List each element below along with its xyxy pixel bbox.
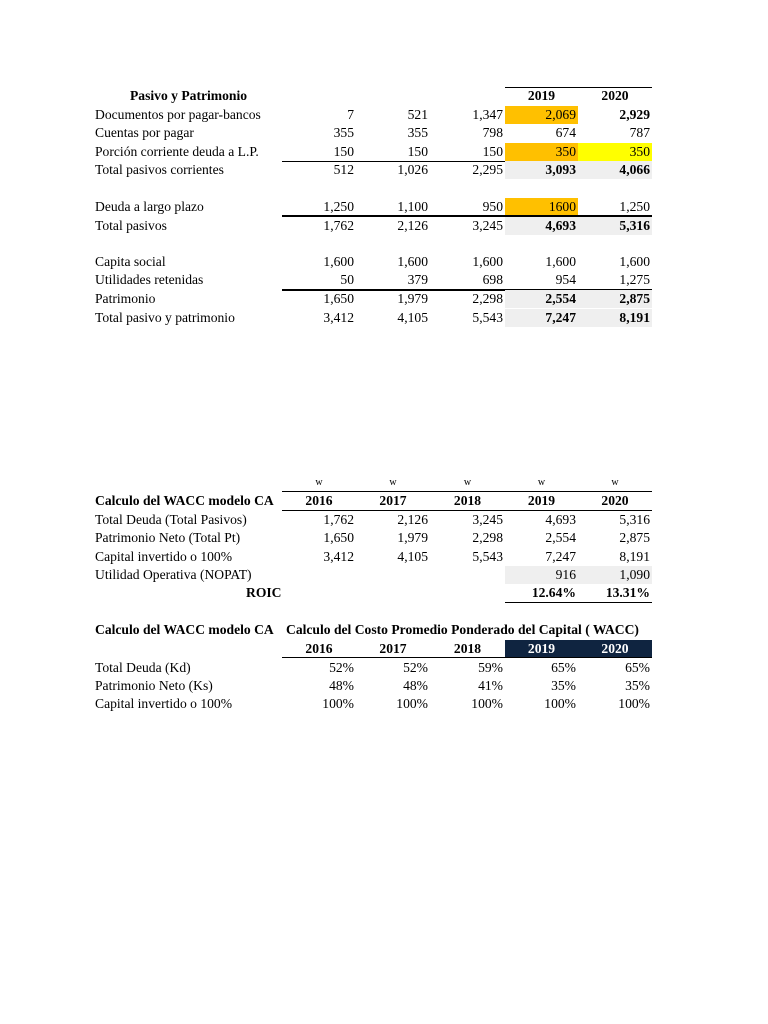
cell: 2,929 (619, 107, 650, 122)
year-header: 2018 (453, 641, 482, 656)
cell: 5,543 (472, 310, 503, 325)
row-label: Utilidades retenidas (95, 272, 204, 287)
weight-label: w (463, 477, 472, 488)
cell-total: 2,554 (505, 290, 578, 308)
cell: 50 (340, 272, 354, 287)
cell: 1,762 (323, 218, 354, 233)
cell: 35% (551, 678, 576, 693)
cell: 2,298 (472, 530, 503, 545)
cell: 1,600 (545, 254, 576, 269)
year-header: 2017 (379, 641, 407, 656)
cell: 512 (333, 162, 354, 177)
cell: 4,693 (545, 512, 576, 527)
cell: 798 (482, 125, 503, 140)
row-label: Cuentas por pagar (95, 125, 194, 140)
row-label: Deuda a largo plazo (95, 199, 204, 214)
weight-label: w (537, 477, 546, 488)
cell: 8,191 (619, 549, 650, 564)
cell: 59% (478, 660, 503, 675)
cell: 698 (482, 272, 503, 287)
cell: 355 (407, 125, 428, 140)
cell: 1,347 (472, 107, 503, 122)
cell: 100% (618, 696, 650, 711)
cell: 2,126 (397, 512, 428, 527)
balance-year-2019: 2019 (527, 88, 556, 103)
row-label: Capital invertido o 100% (95, 696, 233, 711)
cell: 100% (544, 696, 576, 711)
cell: 1,250 (323, 199, 354, 214)
cell-total: 5,316 (578, 217, 652, 235)
cell: 1,600 (323, 254, 354, 269)
cell: 2,298 (472, 291, 503, 306)
row-label: Total Deuda (Kd) (95, 660, 191, 675)
cell-total: 7,247 (505, 309, 578, 327)
row-label: Capita social (95, 254, 166, 269)
cell: 2,295 (472, 162, 503, 177)
cell: 1,275 (619, 272, 650, 287)
weight-label: w (315, 477, 323, 488)
cell: 1,600 (472, 254, 503, 269)
year-header: 2018 (453, 493, 482, 508)
cell: 954 (555, 272, 576, 287)
year-header-highlight: 2020 (578, 640, 652, 658)
cell-total: 3,093 (505, 161, 578, 179)
roic-value: 13.31% (605, 585, 650, 600)
balance-title: Pasivo y Patrimonio (130, 88, 248, 103)
cell: 3,412 (323, 549, 354, 564)
cell: 950 (482, 199, 503, 214)
cell: 65% (551, 660, 576, 675)
cell: 1,600 (619, 254, 650, 269)
year-header: 2016 (305, 493, 333, 508)
cell: 1,600 (397, 254, 428, 269)
cell: 1,650 (323, 291, 354, 306)
year-header-highlight: 2019 (505, 640, 578, 658)
row-label: Total pasivos (95, 218, 167, 233)
cell: 35% (625, 678, 650, 693)
cell: 4,105 (397, 310, 428, 325)
year-header: 2019 (527, 493, 556, 508)
weight-label: w (389, 477, 397, 488)
cell: 48% (403, 678, 428, 693)
cell: 521 (407, 107, 428, 122)
cell: 100% (471, 696, 503, 711)
wacc2-title: Calculo del WACC modelo CA (95, 622, 274, 637)
row-label: Total Deuda (Total Pasivos) (95, 512, 247, 527)
cell: 7,247 (545, 549, 576, 564)
header-rule (282, 657, 652, 658)
cell: 1,250 (619, 199, 650, 214)
cell: 4,105 (397, 549, 428, 564)
cell: 5,543 (472, 549, 503, 564)
cell: 2,875 (619, 530, 650, 545)
row-label: Patrimonio Neto (Ks) (95, 678, 213, 693)
cell: 3,412 (323, 310, 354, 325)
cell: 355 (333, 125, 354, 140)
cell-total: 8,191 (578, 309, 652, 327)
cell: 52% (329, 660, 354, 675)
cell: 787 (629, 125, 650, 140)
row-label: Patrimonio Neto (Total Pt) (95, 530, 241, 545)
row-label: Capital invertido o 100% (95, 549, 233, 564)
balance-year-2020: 2020 (601, 88, 629, 103)
cell: 2,554 (545, 530, 576, 545)
row-label: Porción corriente deuda a L.P. (95, 144, 259, 159)
wacc1-title: Calculo del WACC modelo CA (95, 493, 274, 508)
roic-rule (505, 602, 652, 603)
cell: 916 (505, 566, 578, 584)
cell: 379 (407, 272, 428, 287)
cell: 2,126 (397, 218, 428, 233)
cell: 674 (555, 125, 576, 140)
cell: 7 (347, 107, 354, 122)
row-label: Utilidad Operativa (NOPAT) (95, 567, 252, 582)
weight-label: w (611, 477, 619, 488)
cell: 48% (329, 678, 354, 693)
roic-value: 12.64% (531, 585, 576, 600)
cell-total: 4,066 (578, 161, 652, 179)
cell-total: 2,875 (578, 290, 652, 308)
row-label: Total pasivo y patrimonio (95, 310, 235, 325)
cell: 1,026 (397, 162, 428, 177)
row-label: Documentos por pagar-bancos (95, 107, 261, 122)
cell-total: 4,693 (505, 217, 578, 235)
row-label: Patrimonio (95, 291, 156, 306)
year-header: 2020 (601, 493, 629, 508)
wacc2-subtitle: Calculo del Costo Promedio Ponderado del Capital ( WACC) (286, 622, 639, 637)
cell: 150 (333, 144, 354, 159)
year-header: 2017 (379, 493, 407, 508)
cell-highlight: 1600 (505, 198, 578, 216)
cell: 5,316 (619, 512, 650, 527)
row-label: Total pasivos corrientes (95, 162, 224, 177)
cell: 1,979 (397, 530, 428, 545)
cell: 100% (322, 696, 354, 711)
cell: 65% (625, 660, 650, 675)
cell: 1,650 (323, 530, 354, 545)
cell-highlight: 350 (578, 143, 652, 161)
cell: 1,100 (397, 199, 428, 214)
cell: 41% (478, 678, 503, 693)
cell: 1,762 (323, 512, 354, 527)
cell: 3,245 (472, 512, 503, 527)
cell-highlight: 2,069 (505, 106, 578, 124)
cell: 150 (407, 144, 428, 159)
year-header: 2016 (305, 641, 333, 656)
roic-label: ROIC (246, 585, 282, 600)
cell: 150 (482, 144, 503, 159)
cell: 1,979 (397, 291, 428, 306)
cell: 1,090 (578, 566, 652, 584)
cell-highlight: 350 (505, 143, 578, 161)
cell: 3,245 (472, 218, 503, 233)
cell: 52% (403, 660, 428, 675)
cell: 100% (396, 696, 428, 711)
